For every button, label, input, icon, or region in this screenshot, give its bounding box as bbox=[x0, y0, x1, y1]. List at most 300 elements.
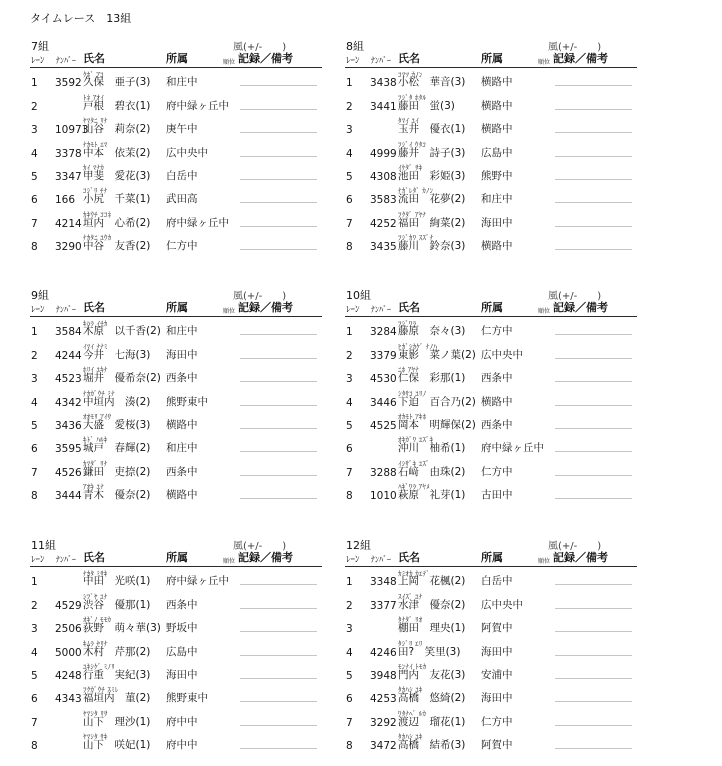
group-label: 7組 bbox=[31, 40, 49, 53]
name-cell: 山下 理沙(1) bbox=[83, 715, 151, 728]
number-cell: 4253 bbox=[370, 693, 397, 706]
number-cell: 3435 bbox=[370, 241, 397, 254]
furigana-label: ﾅｶﾀﾆ ﾕｳｶ bbox=[83, 234, 112, 243]
record-column-header: 記録／備考 bbox=[553, 301, 608, 314]
furigana-label: ｷﾑﾗ ｾﾘﾅ bbox=[83, 639, 108, 648]
lane-cell: 5 bbox=[346, 669, 353, 682]
entry-row bbox=[30, 317, 322, 340]
group-table bbox=[30, 287, 322, 504]
lane-cell: 2 bbox=[31, 599, 38, 612]
lane-cell: 3 bbox=[346, 623, 353, 636]
record-blank-line bbox=[240, 748, 317, 749]
entry-row bbox=[345, 481, 637, 504]
furigana-label: ﾀｶﾊｼ ﾕｷ bbox=[398, 733, 423, 742]
entry-row bbox=[30, 661, 322, 684]
entry-row bbox=[345, 567, 637, 590]
number-cell: 4523 bbox=[55, 373, 82, 386]
name-cell: 山谷 莉奈(2) bbox=[83, 123, 151, 136]
entry-rows bbox=[30, 567, 322, 754]
record-blank-line bbox=[555, 631, 632, 632]
lane-cell: 7 bbox=[346, 466, 353, 479]
furigana-label: ﾄﾈ ｱｵｲ bbox=[83, 93, 104, 102]
record-column-header: 記録／備考 bbox=[553, 551, 608, 564]
name-cell: 木村 芹那(2) bbox=[83, 645, 151, 658]
record-blank-line bbox=[240, 475, 317, 476]
name-cell: 小松 華音(3) bbox=[398, 76, 466, 89]
lane-cell: 4 bbox=[31, 396, 38, 409]
record-blank-line bbox=[555, 405, 632, 406]
record-column-header: 記録／備考 bbox=[238, 551, 293, 564]
number-cell: 4214 bbox=[55, 217, 82, 230]
name-cell: 藤井 詩子(3) bbox=[398, 146, 466, 159]
number-cell: 3584 bbox=[55, 326, 82, 339]
rank-column-header: 順位 bbox=[538, 59, 551, 66]
lane-cell: 8 bbox=[346, 490, 353, 503]
number-cell: 3348 bbox=[370, 576, 397, 589]
entry-row bbox=[30, 232, 322, 255]
affiliation-cell: 海田中 bbox=[166, 668, 198, 681]
wind-header: 風(+/- ) bbox=[233, 541, 287, 552]
furigana-label: ｷﾄﾞ ﾊﾙｷ bbox=[83, 436, 108, 445]
affiliation-cell: 熊野東中 bbox=[166, 395, 208, 408]
entry-row bbox=[30, 68, 322, 91]
affiliation-cell: 横路中 bbox=[481, 76, 513, 89]
lane-cell: 2 bbox=[346, 349, 353, 362]
entry-row bbox=[30, 637, 322, 660]
lane-column-header: ﾚｰﾝ bbox=[346, 305, 360, 315]
name-cell: 堀井 優希奈(2) bbox=[83, 372, 161, 385]
record-blank-line bbox=[555, 109, 632, 110]
affiliation-cell: 広中央中 bbox=[166, 146, 208, 159]
affiliation-cell: 和庄中 bbox=[166, 76, 198, 89]
record-blank-line bbox=[240, 655, 317, 656]
number-cell: 4342 bbox=[55, 396, 82, 409]
furigana-label: ｶｷｳﾁ ｺｺﾈ bbox=[83, 210, 112, 219]
record-blank-line bbox=[240, 701, 317, 702]
lane-cell: 5 bbox=[31, 170, 38, 183]
group-table bbox=[345, 287, 637, 504]
affiliation-column-header: 所属 bbox=[166, 52, 188, 65]
affiliation-cell: 海田中 bbox=[481, 645, 513, 658]
entry-row bbox=[30, 707, 322, 730]
record-blank-line bbox=[240, 226, 317, 227]
lane-cell: 4 bbox=[31, 646, 38, 659]
entry-row bbox=[30, 731, 322, 754]
furigana-label: ｶﾏﾀﾞ ﾘﾅ bbox=[83, 459, 108, 468]
affiliation-column-header: 所属 bbox=[481, 52, 503, 65]
furigana-label: ﾀｶﾊｼ ﾕｷ bbox=[398, 686, 423, 695]
furigana-label: ﾅｶﾞﾚﾀﾞ ｶﾉﾝ bbox=[398, 187, 434, 196]
name-cell: 流田 花夢(2) bbox=[398, 193, 466, 206]
record-blank-line bbox=[555, 226, 632, 227]
furigana-label: ﾌｸﾀﾞ ｱﾔﾅ bbox=[398, 210, 427, 219]
affiliation-cell: 武田高 bbox=[166, 193, 198, 206]
lane-cell: 1 bbox=[346, 576, 353, 589]
number-cell: 3595 bbox=[55, 443, 82, 456]
number-cell: 2506 bbox=[55, 623, 82, 636]
name-cell: 中田 光咲(1) bbox=[83, 575, 151, 588]
affiliation-cell: 横路中 bbox=[481, 123, 513, 136]
name-cell: 岡本 明輝保(2) bbox=[398, 418, 476, 431]
column-header-row bbox=[30, 300, 322, 317]
affiliation-cell: 和庄中 bbox=[166, 442, 198, 455]
name-column-header: 氏名 bbox=[398, 551, 420, 564]
entry-row bbox=[30, 138, 322, 161]
affiliation-cell: 仁方中 bbox=[166, 240, 198, 253]
number-cell: 3592 bbox=[55, 77, 82, 90]
affiliation-cell: 横路中 bbox=[481, 240, 513, 253]
number-cell: 4308 bbox=[370, 170, 397, 183]
record-blank-line bbox=[555, 608, 632, 609]
furigana-label: ｶﾐｵｶ ｶｴﾃﾞ bbox=[398, 569, 430, 578]
lane-cell: 5 bbox=[346, 170, 353, 183]
wind-header: 風(+/- ) bbox=[233, 291, 287, 302]
record-blank-line bbox=[240, 156, 317, 157]
number-cell: 3292 bbox=[370, 716, 397, 729]
lane-column-header: ﾚｰﾝ bbox=[346, 555, 360, 565]
lane-cell: 6 bbox=[346, 443, 353, 456]
name-cell: 山下 咲妃(1) bbox=[83, 739, 151, 752]
entry-row bbox=[345, 661, 637, 684]
rank-column-header: 順位 bbox=[538, 308, 551, 315]
furigana-label: ﾕｷｼｹﾞ ﾐﾉﾘ bbox=[83, 663, 115, 672]
record-blank-line bbox=[240, 109, 317, 110]
entry-row bbox=[30, 340, 322, 363]
record-blank-line bbox=[555, 428, 632, 429]
lane-cell: 2 bbox=[31, 100, 38, 113]
name-cell: 城戸 春輝(2) bbox=[83, 442, 151, 455]
affiliation-column-header: 所属 bbox=[166, 551, 188, 564]
name-cell: 荻野 萌々華(3) bbox=[83, 622, 161, 635]
lane-cell: 1 bbox=[346, 326, 353, 339]
number-cell: 5000 bbox=[55, 646, 82, 659]
lane-column-header: ﾚｰﾝ bbox=[31, 555, 45, 565]
lane-cell: 3 bbox=[31, 124, 38, 137]
number-cell: 166 bbox=[55, 194, 76, 207]
number-cell: 3347 bbox=[55, 170, 82, 183]
affiliation-cell: 海田中 bbox=[481, 216, 513, 229]
name-cell: 藤田 蛍(3) bbox=[398, 99, 455, 112]
name-cell: 中垣内 湊(2) bbox=[83, 395, 151, 408]
name-cell: 渋谷 優那(1) bbox=[83, 598, 151, 611]
lane-cell: 6 bbox=[346, 693, 353, 706]
record-blank-line bbox=[240, 179, 317, 180]
affiliation-cell: 仁方中 bbox=[481, 325, 513, 338]
entry-row bbox=[345, 731, 637, 754]
number-column-header: ﾅﾝﾊﾞｰ bbox=[56, 555, 76, 564]
name-cell: 今井 七海(3) bbox=[83, 348, 151, 361]
rank-column-header: 順位 bbox=[223, 558, 236, 565]
name-cell: 高橋 悠綺(2) bbox=[398, 692, 466, 705]
record-blank-line bbox=[555, 358, 632, 359]
name-cell: 田? 笑里(3) bbox=[398, 645, 461, 658]
number-cell: 1010 bbox=[370, 490, 397, 503]
column-header-row bbox=[345, 51, 637, 68]
affiliation-cell: 海田中 bbox=[481, 692, 513, 705]
furigana-label: ﾎﾘｲ ﾕｷﾅ bbox=[83, 366, 108, 375]
number-cell: 4343 bbox=[55, 693, 82, 706]
name-cell: 中本 依茉(2) bbox=[83, 146, 151, 159]
entry-row bbox=[30, 481, 322, 504]
furigana-label: ﾅｶﾓﾄ ｴﾏ bbox=[83, 140, 108, 149]
number-cell: 3444 bbox=[55, 490, 82, 503]
record-blank-line bbox=[240, 132, 317, 133]
affiliation-cell: 西条中 bbox=[166, 465, 198, 478]
lane-cell: 7 bbox=[346, 217, 353, 230]
name-cell: 小尻 千菜(1) bbox=[83, 193, 151, 206]
lane-cell: 4 bbox=[31, 147, 38, 160]
name-column-header: 氏名 bbox=[398, 52, 420, 65]
furigana-label: ﾋｶﾞｼｶｹﾞ ﾅﾉﾊ bbox=[398, 342, 438, 351]
record-blank-line bbox=[240, 725, 317, 726]
entry-row bbox=[345, 457, 637, 480]
column-header-row bbox=[30, 51, 322, 68]
entry-row bbox=[345, 91, 637, 114]
record-blank-line bbox=[555, 498, 632, 499]
furigana-label: ﾀﾅﾀﾞ ﾘｵ bbox=[398, 616, 423, 625]
entry-row bbox=[30, 411, 322, 434]
entry-rows bbox=[345, 317, 637, 504]
number-column-header: ﾅﾝﾊﾞｰ bbox=[371, 56, 391, 65]
name-cell: 高橋 結希(3) bbox=[398, 739, 466, 752]
affiliation-cell: 府中緑ヶ丘中 bbox=[166, 575, 229, 588]
entry-row bbox=[345, 208, 637, 231]
name-column-header: 氏名 bbox=[83, 52, 105, 65]
lane-cell: 8 bbox=[31, 241, 38, 254]
entry-row bbox=[345, 162, 637, 185]
lane-column-header: ﾚｰﾝ bbox=[346, 56, 360, 66]
lane-cell: 3 bbox=[346, 373, 353, 386]
affiliation-cell: 西条中 bbox=[481, 418, 513, 431]
name-cell: 玉井 優衣(1) bbox=[398, 123, 466, 136]
lane-cell: 2 bbox=[346, 100, 353, 113]
column-header-row bbox=[345, 300, 637, 317]
furigana-label: ｲｹﾀﾞ ｻｷ bbox=[398, 164, 423, 173]
record-blank-line bbox=[240, 498, 317, 499]
entry-rows bbox=[30, 68, 322, 255]
furigana-label: ｵｶﾓﾄ ｱｷﾎ bbox=[398, 413, 427, 422]
number-cell: 3378 bbox=[55, 147, 82, 160]
group-label: 11組 bbox=[31, 539, 56, 552]
record-blank-line bbox=[555, 132, 632, 133]
lane-cell: 1 bbox=[31, 77, 38, 90]
number-cell: 4248 bbox=[55, 669, 82, 682]
furigana-label: ｵｷﾞﾉ ﾓﾓｶ bbox=[83, 616, 112, 625]
lane-column-header: ﾚｰﾝ bbox=[31, 305, 45, 315]
name-cell: 木原 以千香(2) bbox=[83, 325, 161, 338]
record-blank-line bbox=[240, 584, 317, 585]
name-cell: 仁保 彩那(1) bbox=[398, 372, 466, 385]
entry-row bbox=[345, 684, 637, 707]
name-cell: 萩原 礼芽(1) bbox=[398, 489, 466, 502]
affiliation-cell: 横路中 bbox=[166, 418, 198, 431]
lane-cell: 1 bbox=[31, 576, 38, 589]
entry-row bbox=[345, 317, 637, 340]
name-cell: 棚田 理央(1) bbox=[398, 622, 466, 635]
record-blank-line bbox=[240, 631, 317, 632]
entry-row bbox=[30, 457, 322, 480]
affiliation-cell: 和庄中 bbox=[481, 193, 513, 206]
record-blank-line bbox=[555, 381, 632, 382]
affiliation-cell: 阿賀中 bbox=[481, 739, 513, 752]
name-cell: 水津 優奈(2) bbox=[398, 598, 466, 611]
name-cell: 青木 優奈(2) bbox=[83, 489, 151, 502]
entry-row bbox=[345, 411, 637, 434]
entry-row bbox=[345, 68, 637, 91]
number-column-header: ﾅﾝﾊﾞｰ bbox=[56, 305, 76, 314]
lane-cell: 4 bbox=[346, 147, 353, 160]
column-header-row bbox=[30, 550, 322, 567]
record-blank-line bbox=[240, 249, 317, 250]
furigana-label: ﾜﾀﾅﾍﾞ ﾙｶ bbox=[398, 709, 427, 718]
affiliation-cell: 安浦中 bbox=[481, 668, 513, 681]
lane-cell: 8 bbox=[31, 490, 38, 503]
record-blank-line bbox=[240, 678, 317, 679]
affiliation-cell: 広島中 bbox=[166, 645, 198, 658]
record-blank-line bbox=[240, 202, 317, 203]
lane-cell: 6 bbox=[31, 443, 38, 456]
affiliation-cell: 府中緑ヶ丘中 bbox=[166, 216, 229, 229]
record-blank-line bbox=[555, 156, 632, 157]
lane-cell: 8 bbox=[31, 740, 38, 753]
wind-header: 風(+/- ) bbox=[233, 42, 287, 53]
record-blank-line bbox=[555, 655, 632, 656]
affiliation-cell: 府中中 bbox=[166, 715, 198, 728]
entry-row bbox=[30, 208, 322, 231]
affiliation-cell: 広中央中 bbox=[481, 598, 523, 611]
rank-column-header: 順位 bbox=[223, 59, 236, 66]
record-blank-line bbox=[240, 451, 317, 452]
entry-row bbox=[345, 707, 637, 730]
entry-row bbox=[30, 434, 322, 457]
entry-row bbox=[30, 364, 322, 387]
affiliation-cell: 白岳中 bbox=[481, 575, 513, 588]
record-blank-line bbox=[555, 334, 632, 335]
furigana-label: ﾔﾏｼﾀ ｻｷ bbox=[83, 733, 108, 742]
record-blank-line bbox=[555, 584, 632, 585]
record-blank-line bbox=[555, 725, 632, 726]
group-table bbox=[30, 537, 322, 754]
name-cell: 渡辺 瑠花(1) bbox=[398, 715, 466, 728]
number-cell: 4530 bbox=[370, 373, 397, 386]
record-blank-line bbox=[240, 428, 317, 429]
furigana-label: ﾅｶｶﾞｳﾁ ﾐﾅ bbox=[83, 389, 115, 398]
wind-header: 風(+/- ) bbox=[548, 291, 602, 302]
entry-row bbox=[345, 637, 637, 660]
affiliation-cell: 仁方中 bbox=[481, 715, 513, 728]
column-header-row bbox=[345, 550, 637, 567]
affiliation-cell: 和庄中 bbox=[166, 325, 198, 338]
number-cell: 3379 bbox=[370, 349, 397, 362]
number-cell: 4526 bbox=[55, 466, 82, 479]
name-cell: 鎌田 吏捺(2) bbox=[83, 465, 151, 478]
furigana-label: ﾅｶﾀ ﾐｻｷ bbox=[83, 569, 108, 578]
record-blank-line bbox=[240, 85, 317, 86]
record-blank-line bbox=[240, 334, 317, 335]
lane-cell: 5 bbox=[31, 669, 38, 682]
entry-row bbox=[30, 162, 322, 185]
affiliation-cell: 海田中 bbox=[166, 348, 198, 361]
lane-cell: 6 bbox=[31, 194, 38, 207]
entry-rows bbox=[345, 68, 637, 255]
lane-cell: 8 bbox=[346, 241, 353, 254]
name-cell: 上岡 花楓(2) bbox=[398, 575, 466, 588]
furigana-label: ｺｼﾞﾘ ﾁﾅ bbox=[83, 187, 108, 196]
group-label: 12組 bbox=[346, 539, 371, 552]
number-cell: 3436 bbox=[55, 419, 82, 432]
affiliation-cell: 横路中 bbox=[481, 99, 513, 112]
record-blank-line bbox=[555, 179, 632, 180]
number-cell: 3284 bbox=[370, 326, 397, 339]
lane-cell: 3 bbox=[31, 373, 38, 386]
furigana-label: ﾌｼﾞﾜﾗ bbox=[398, 319, 417, 328]
lane-cell: 3 bbox=[31, 623, 38, 636]
number-cell: 4525 bbox=[370, 419, 397, 432]
group-table bbox=[345, 537, 637, 754]
lane-cell: 8 bbox=[346, 740, 353, 753]
affiliation-cell: 府中緑ヶ丘中 bbox=[481, 442, 544, 455]
affiliation-cell: 西条中 bbox=[481, 372, 513, 385]
name-cell: 久保 亜子(3) bbox=[83, 76, 151, 89]
name-cell: 池田 彩姫(3) bbox=[398, 169, 466, 182]
furigana-label: ｺﾏﾂ ｶﾉﾝ bbox=[398, 70, 423, 79]
record-blank-line bbox=[555, 85, 632, 86]
lane-column-header: ﾚｰﾝ bbox=[31, 56, 45, 66]
name-cell: 藤川 鈴奈(3) bbox=[398, 240, 466, 253]
entry-row bbox=[30, 115, 322, 138]
lane-cell: 1 bbox=[31, 326, 38, 339]
name-cell: 福田 絢菜(2) bbox=[398, 216, 466, 229]
entry-row bbox=[30, 614, 322, 637]
number-cell: 10973 bbox=[55, 124, 89, 137]
number-column-header: ﾅﾝﾊﾞｰ bbox=[56, 56, 76, 65]
name-cell: 藤原 奈々(3) bbox=[398, 325, 466, 338]
furigana-label: ﾀﾏｲ ﾕｲ bbox=[398, 117, 419, 126]
entry-row bbox=[345, 614, 637, 637]
affiliation-cell: 阿賀中 bbox=[481, 622, 513, 635]
affiliation-cell: 横路中 bbox=[166, 489, 198, 502]
rank-column-header: 順位 bbox=[538, 558, 551, 565]
affiliation-cell: 庚午中 bbox=[166, 123, 198, 136]
entry-row bbox=[30, 684, 322, 707]
affiliation-cell: 広中央中 bbox=[481, 348, 523, 361]
name-cell: 東影 菜ノ葉(2) bbox=[398, 348, 476, 361]
number-cell: 4252 bbox=[370, 217, 397, 230]
name-cell: 甲斐 愛花(3) bbox=[83, 169, 151, 182]
record-column-header: 記録／備考 bbox=[238, 301, 293, 314]
record-column-header: 記録／備考 bbox=[238, 52, 293, 65]
affiliation-cell: 府中中 bbox=[166, 739, 198, 752]
record-blank-line bbox=[555, 678, 632, 679]
furigana-label: ﾆﾎ ｱﾔﾅ bbox=[398, 366, 419, 375]
affiliation-column-header: 所属 bbox=[481, 551, 503, 564]
name-cell: 沖川 柚希(1) bbox=[398, 442, 466, 455]
group-table bbox=[345, 38, 637, 255]
furigana-label: ﾊｷﾞﾜﾗ ｱﾔﾒ bbox=[398, 483, 430, 492]
record-blank-line bbox=[240, 358, 317, 359]
number-cell: 3583 bbox=[370, 194, 397, 207]
number-cell: 4246 bbox=[370, 646, 397, 659]
affiliation-cell: 広島中 bbox=[481, 146, 513, 159]
name-cell: 大盛 愛桜(3) bbox=[83, 418, 151, 431]
furigana-label: ﾌｼﾞｲ ｳﾀｺ bbox=[398, 140, 427, 149]
affiliation-cell: 府中緑ヶ丘中 bbox=[166, 99, 229, 112]
record-blank-line bbox=[555, 249, 632, 250]
affiliation-cell: 古田中 bbox=[481, 489, 513, 502]
furigana-label: ｷﾊﾗ ｲﾁｶ bbox=[83, 319, 108, 328]
affiliation-cell: 西条中 bbox=[166, 372, 198, 385]
lane-cell: 5 bbox=[346, 419, 353, 432]
